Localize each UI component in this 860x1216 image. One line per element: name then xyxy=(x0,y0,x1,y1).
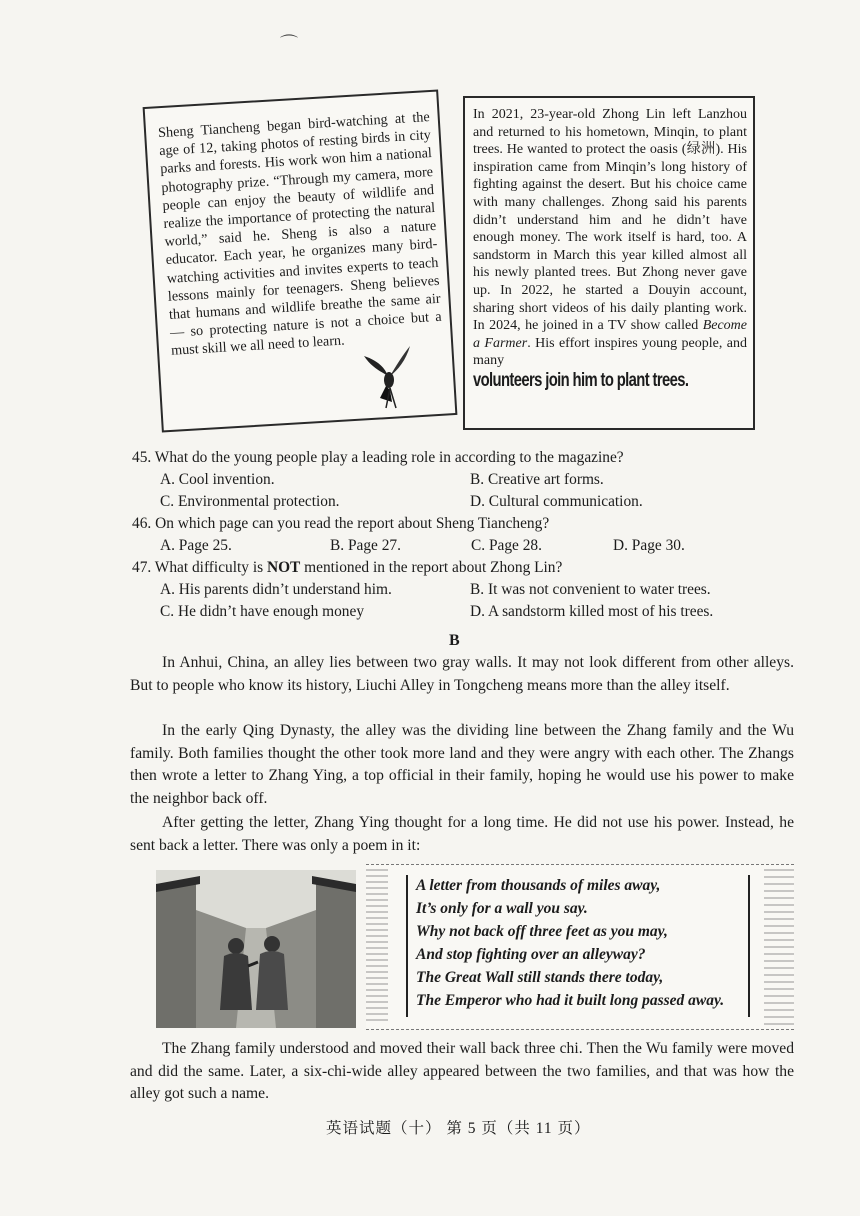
option-45a: A. Cool invention. xyxy=(160,471,275,488)
tv-show-title: Become a Farmer xyxy=(473,318,747,351)
paragraph-1-text: In Anhui, China, an alley lies between two gray walls. It may not look different from other alleys. But to people who know its history, Liuchi Alley in Tongcheng means more than the alley itself. xyxy=(130,654,794,694)
poem-line-3: Why not back off three feet as you may, xyxy=(416,923,668,940)
paragraph-2 xyxy=(130,720,794,810)
paragraph-1 xyxy=(130,652,794,697)
scan-mark: ⌒ xyxy=(280,34,298,54)
poem-border-decoration-left xyxy=(366,869,388,1025)
question-47 xyxy=(132,558,562,578)
poem-line-6: The Emperor who had it built long passed away. xyxy=(416,992,725,1009)
poem-frame xyxy=(366,864,794,1030)
zhong-last-line: volunteers join him to plant trees. xyxy=(473,369,689,391)
option-46a: A. Page 25. xyxy=(160,537,232,554)
question-46: 46. On which page can you read the report about Sheng Tiancheng? xyxy=(132,515,550,532)
zhong-text-part2: . His effort inspires young people, and many xyxy=(473,335,747,369)
poem-box xyxy=(406,875,750,1017)
q47-stem-before: 47. What difficulty is xyxy=(132,559,267,576)
bird-icon xyxy=(356,342,418,410)
zhong-text-part1: In 2021, 23-year-old Zhong Lin left Lanzhou and returned to his hometown, Minqin, to plant trees. He wanted to protect the oasis (绿洲). His inspiration came from Minqin’s long history of fighting against the desert. But his choice came with many challenges. Zhong said his parents didn’t understand him and he didn’t have enough money. The work itself is hard, too. A sandstorm in March this year killed almost all his newly planted trees. But Zhong never gave up. In 2022, he started a Douyin account, sharing short videos of his daily planting work. In 2024, he joined in a TV show called xyxy=(473,107,747,334)
q47-stem-bold: NOT xyxy=(266,559,301,576)
option-46c: C. Page 28. xyxy=(471,537,542,554)
paragraph-4 xyxy=(130,1038,794,1106)
section-b-heading: B xyxy=(449,632,460,649)
paragraph-4-text: The Zhang family understood and moved their wall back three chi. Then the Wu family were moved and did the same. Later, a six-chi-wide alley appeared between the two families, and that was how the alley got such a name. xyxy=(130,1040,794,1102)
poem-line-1: A letter from thousands of miles away, xyxy=(416,877,661,894)
question-45: 45. What do the young people play a leading role in according to the magazine? xyxy=(132,449,624,466)
option-45c: C. Environmental protection. xyxy=(160,493,340,510)
poem-line-4: And stop fighting over an alleyway? xyxy=(416,946,646,963)
sheng-article-text: Sheng Tiancheng began bird-watching at the age of 12, taking photos of resting birds in city parks and forests. His work won him a national photography prize. “Through my camera, more people can enjoy the beauty of wildlife and realize the importance of protecting the natural world,” said he. Sheng is also a nature educator. Each year, he organizes many bird-watching activities and invites experts to teach lessons mainly for teenagers. Sheng believes that humans and wildlife breathe the same air — so protecting nature is not a choice but a must skill we all need to learn. xyxy=(157,109,443,360)
option-45d: D. Cultural communication. xyxy=(470,493,643,510)
paragraph-3 xyxy=(130,812,794,857)
poem-border-decoration-right xyxy=(764,869,794,1025)
option-47c: C. He didn’t have enough money xyxy=(160,603,365,620)
option-47d: D. A sandstorm killed most of his trees. xyxy=(470,603,714,620)
option-45b: B. Creative art forms. xyxy=(470,471,604,488)
page-footer: 英语试题（十） 第 5 页（共 11 页） xyxy=(326,1120,591,1137)
zhong-lin-article xyxy=(463,96,755,430)
option-47b: B. It was not convenient to water trees. xyxy=(470,581,711,598)
paragraph-3-text: After getting the letter, Zhang Ying thought for a long time. He did not use his power. Instead, he sent back a letter. There was only a poem in it: xyxy=(130,814,794,854)
option-47a: A. His parents didn’t understand him. xyxy=(160,581,392,598)
zhong-article-text xyxy=(473,106,747,390)
poem-line-5: The Great Wall still stands there today, xyxy=(416,969,664,986)
option-46b: B. Page 27. xyxy=(330,537,401,554)
alley-illustration xyxy=(156,870,356,1028)
q47-stem-after: mentioned in the report about Zhong Lin? xyxy=(300,559,563,576)
paragraph-2-text: In the early Qing Dynasty, the alley was the dividing line between the Zhang family and the Wu family. Both families thought the other took more land and they were angry with each other. The Zhangs then wrote a letter to Zhang Ying, a top official in their family, hoping he would use his power to make the neighbor back off. xyxy=(130,722,794,807)
poem-line-2: It’s only for a wall you say. xyxy=(416,900,588,917)
option-46d: D. Page 30. xyxy=(613,537,685,554)
